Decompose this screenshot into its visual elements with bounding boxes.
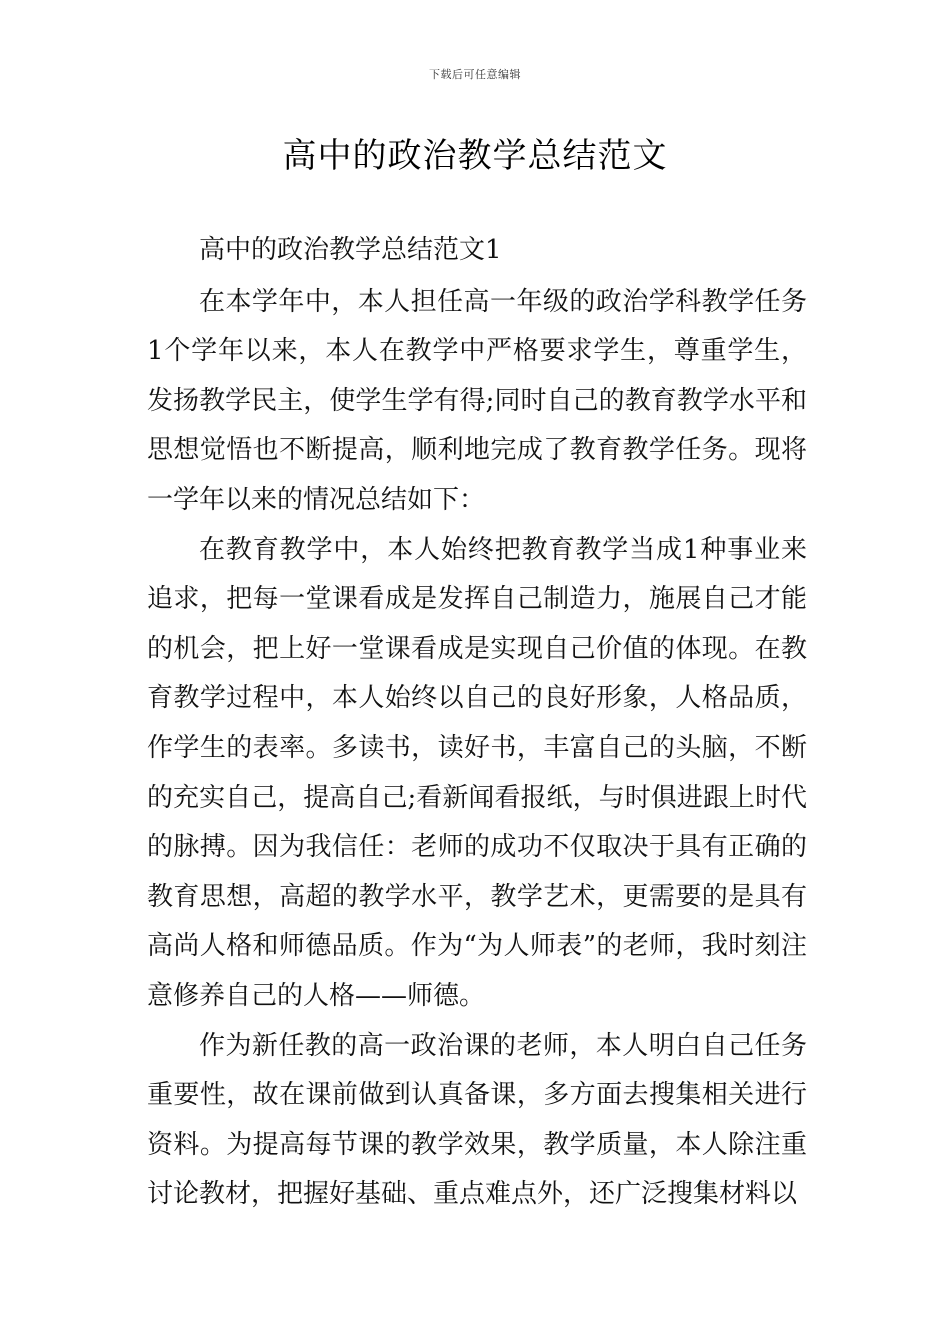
paragraph-intro: 在本学年中，本人担任高一年级的政治学科教学任务1个学年以来，本人在教学中严格要求学生，尊重学生，发扬教学民主，使学生学有得;同时自己的教育教学水平和思想觉悟也不断提高，顺利地完成了教育教学任务。现将一学年以来的情况总结如下：: [147, 286, 807, 515]
header-note: 下载后可任意编辑: [429, 68, 521, 81]
document-title: 高中的政治教学总结范文: [282, 136, 668, 176]
paragraph-teaching: 在教育教学中，本人始终把教育教学当成1种事业来追求，把每一堂课看成是发挥自己制造力，施展自己才能的机会，把上好一堂课看成是实现自己价值的体现。在教育教学过程中，本人始终以自己的良好形象，人格品质，作学生的表率。多读书，读好书，丰富自己的头脑，不断的充实自己，提高自己;看新闻看报纸，与时俱进跟上时代的脉搏。因为我信任：老师的成功不仅取决于具有正确的教育思想，高超的教学水平，教学艺术，更需要的是具有高尚人格和师德品质。作为“为人师表”的老师，我时刻注意修养自己的人格——师德。: [147, 534, 807, 1011]
paragraph-preparation: 作为新任教的高一政治课的老师，本人明白自己任务重要性，故在课前做到认真备课，多方面去搜集相关进行资料。为提高每节课的教学效果，教学质量，本人除注重讨论教材，把握好基础、重点难点外，还广泛搜集材料以: [147, 1030, 807, 1210]
section-heading: 高中的政治教学总结范文1: [199, 235, 502, 265]
document-body: [147, 226, 807, 1220]
